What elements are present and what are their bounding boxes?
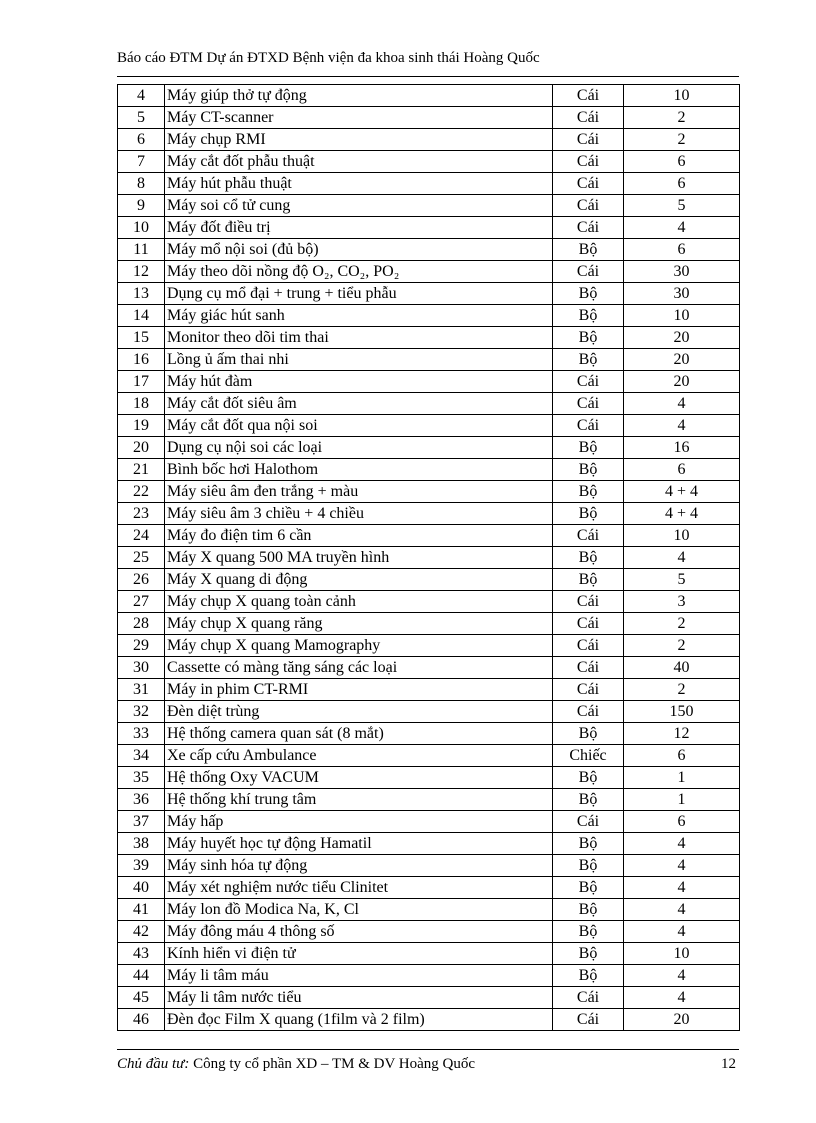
equipment-name: Đèn đọc Film X quang (1film và 2 film)	[165, 1009, 553, 1031]
table-row	[118, 767, 740, 789]
equipment-name: Hệ thống camera quan sát (8 mắt)	[165, 723, 553, 745]
row-number: 10	[118, 217, 165, 239]
table-row	[118, 129, 740, 151]
table-row	[118, 107, 740, 129]
quantity: 5	[624, 195, 740, 217]
unit: Bộ	[553, 547, 624, 569]
equipment-name: Máy cắt đốt siêu âm	[165, 393, 553, 415]
row-number: 23	[118, 503, 165, 525]
quantity: 4 + 4	[624, 503, 740, 525]
table-row	[118, 393, 740, 415]
unit: Bộ	[553, 459, 624, 481]
unit: Cái	[553, 261, 624, 283]
table-row	[118, 877, 740, 899]
row-number: 17	[118, 371, 165, 393]
table-row	[118, 569, 740, 591]
unit: Cái	[553, 415, 624, 437]
quantity: 3	[624, 591, 740, 613]
equipment-name: Máy X quang di động	[165, 569, 553, 591]
row-number: 36	[118, 789, 165, 811]
unit: Bộ	[553, 569, 624, 591]
equipment-name: Dụng cụ mổ đại + trung + tiểu phẫu	[165, 283, 553, 305]
unit: Cái	[553, 701, 624, 723]
unit: Cái	[553, 635, 624, 657]
table-row	[118, 459, 740, 481]
page-header: Báo cáo ĐTM Dự án ĐTXD Bệnh viện đa khoa sinh thái Hoàng Quốc	[117, 50, 540, 66]
row-number: 13	[118, 283, 165, 305]
row-number: 19	[118, 415, 165, 437]
unit: Cái	[553, 1009, 624, 1031]
quantity: 4	[624, 833, 740, 855]
unit: Bộ	[553, 921, 624, 943]
equipment-name: Máy sinh hóa tự động	[165, 855, 553, 877]
equipment-name: Xe cấp cứu Ambulance	[165, 745, 553, 767]
unit: Cái	[553, 525, 624, 547]
unit: Cái	[553, 85, 624, 107]
unit: Bộ	[553, 723, 624, 745]
quantity: 20	[624, 1009, 740, 1031]
unit: Cái	[553, 987, 624, 1009]
quantity: 4	[624, 393, 740, 415]
row-number: 25	[118, 547, 165, 569]
page-footer	[117, 1056, 739, 1073]
row-number: 28	[118, 613, 165, 635]
unit: Cái	[553, 679, 624, 701]
equipment-name: Máy lon đồ Modica Na, K, Cl	[165, 899, 553, 921]
equipment-name: Máy hấp	[165, 811, 553, 833]
quantity: 4	[624, 899, 740, 921]
equipment-name: Bình bốc hơi Halothom	[165, 459, 553, 481]
quantity: 4	[624, 877, 740, 899]
row-number: 39	[118, 855, 165, 877]
equipment-name: Máy cắt đốt phẫu thuật	[165, 151, 553, 173]
quantity: 4	[624, 921, 740, 943]
row-number: 21	[118, 459, 165, 481]
table-row	[118, 349, 740, 371]
unit: Bộ	[553, 943, 624, 965]
equipment-name: Đèn diệt trùng	[165, 701, 553, 723]
quantity: 2	[624, 635, 740, 657]
unit: Bộ	[553, 899, 624, 921]
table-row	[118, 833, 740, 855]
table-row	[118, 679, 740, 701]
unit: Cái	[553, 591, 624, 613]
equipment-table-body	[118, 85, 740, 1031]
equipment-name: Monitor theo dõi tim thai	[165, 327, 553, 349]
table-row	[118, 261, 740, 283]
quantity: 20	[624, 371, 740, 393]
row-number: 37	[118, 811, 165, 833]
quantity: 4	[624, 855, 740, 877]
quantity: 2	[624, 679, 740, 701]
unit: Cái	[553, 107, 624, 129]
footer-divider	[117, 1049, 739, 1050]
table-row	[118, 855, 740, 877]
quantity: 4	[624, 965, 740, 987]
quantity: 6	[624, 459, 740, 481]
quantity: 6	[624, 811, 740, 833]
unit: Cái	[553, 151, 624, 173]
row-number: 30	[118, 657, 165, 679]
unit: Bộ	[553, 855, 624, 877]
table-row	[118, 327, 740, 349]
equipment-name: Máy chụp X quang răng	[165, 613, 553, 635]
equipment-name: Máy xét nghiệm nước tiểu Clinitet	[165, 877, 553, 899]
row-number: 31	[118, 679, 165, 701]
unit: Bộ	[553, 283, 624, 305]
row-number: 22	[118, 481, 165, 503]
row-number: 29	[118, 635, 165, 657]
equipment-name: Máy siêu âm đen trắng + màu	[165, 481, 553, 503]
row-number: 32	[118, 701, 165, 723]
equipment-name: Máy đốt điều trị	[165, 217, 553, 239]
equipment-name: Máy giác hút sanh	[165, 305, 553, 327]
equipment-name: Máy đông máu 4 thông số	[165, 921, 553, 943]
quantity: 30	[624, 261, 740, 283]
table-row	[118, 591, 740, 613]
row-number: 44	[118, 965, 165, 987]
unit: Cái	[553, 613, 624, 635]
table-row	[118, 85, 740, 107]
unit: Bộ	[553, 437, 624, 459]
row-number: 6	[118, 129, 165, 151]
equipment-name: Máy đo điện tim 6 cần	[165, 525, 553, 547]
table-row	[118, 723, 740, 745]
table-row	[118, 899, 740, 921]
quantity: 10	[624, 305, 740, 327]
row-number: 8	[118, 173, 165, 195]
table-row	[118, 789, 740, 811]
unit: Bộ	[553, 833, 624, 855]
table-row	[118, 987, 740, 1009]
equipment-name: Máy chụp RMI	[165, 129, 553, 151]
row-number: 14	[118, 305, 165, 327]
table-row	[118, 305, 740, 327]
table-row	[118, 371, 740, 393]
table-row	[118, 503, 740, 525]
equipment-name: Máy chụp X quang Mamography	[165, 635, 553, 657]
page-number: 12	[721, 1056, 736, 1072]
equipment-name: Lồng ủ ấm thai nhi	[165, 349, 553, 371]
table-row	[118, 1009, 740, 1031]
table-row	[118, 195, 740, 217]
unit: Bộ	[553, 789, 624, 811]
unit: Cái	[553, 371, 624, 393]
row-number: 12	[118, 261, 165, 283]
unit: Bộ	[553, 327, 624, 349]
row-number: 40	[118, 877, 165, 899]
row-number: 20	[118, 437, 165, 459]
quantity: 6	[624, 151, 740, 173]
row-number: 45	[118, 987, 165, 1009]
quantity: 12	[624, 723, 740, 745]
table-row	[118, 217, 740, 239]
equipment-name: Hệ thống khí trung tâm	[165, 789, 553, 811]
row-number: 33	[118, 723, 165, 745]
equipment-name: Kính hiển vi điện tử	[165, 943, 553, 965]
quantity: 6	[624, 173, 740, 195]
quantity: 2	[624, 107, 740, 129]
unit: Bộ	[553, 767, 624, 789]
equipment-name: Máy in phim CT-RMI	[165, 679, 553, 701]
quantity: 16	[624, 437, 740, 459]
equipment-name: Dụng cụ nội soi các loại	[165, 437, 553, 459]
quantity: 1	[624, 767, 740, 789]
quantity: 150	[624, 701, 740, 723]
header-divider	[117, 76, 739, 77]
unit: Bộ	[553, 481, 624, 503]
quantity: 4	[624, 547, 740, 569]
equipment-name: Máy giúp thở tự động	[165, 85, 553, 107]
table-row	[118, 965, 740, 987]
quantity: 20	[624, 327, 740, 349]
unit: Cái	[553, 217, 624, 239]
quantity: 2	[624, 129, 740, 151]
table-row	[118, 921, 740, 943]
quantity: 6	[624, 239, 740, 261]
equipment-name: Máy chụp X quang toàn cảnh	[165, 591, 553, 613]
equipment-name: Máy hút đàm	[165, 371, 553, 393]
equipment-name: Máy X quang 500 MA truyền hình	[165, 547, 553, 569]
equipment-name: Máy huyết học tự động Hamatil	[165, 833, 553, 855]
equipment-name: Máy mổ nội soi (đủ bộ)	[165, 239, 553, 261]
quantity: 1	[624, 789, 740, 811]
row-number: 4	[118, 85, 165, 107]
quantity: 10	[624, 525, 740, 547]
unit: Cái	[553, 393, 624, 415]
row-number: 27	[118, 591, 165, 613]
table-row	[118, 525, 740, 547]
table-row	[118, 547, 740, 569]
quantity: 2	[624, 613, 740, 635]
row-number: 16	[118, 349, 165, 371]
table-row	[118, 745, 740, 767]
equipment-name: Máy li tâm máu	[165, 965, 553, 987]
equipment-name: Máy cắt đốt qua nội soi	[165, 415, 553, 437]
table-row	[118, 283, 740, 305]
unit: Bộ	[553, 503, 624, 525]
equipment-name: Cassette có màng tăng sáng các loại	[165, 657, 553, 679]
quantity: 6	[624, 745, 740, 767]
row-number: 11	[118, 239, 165, 261]
unit: Bộ	[553, 965, 624, 987]
row-number: 35	[118, 767, 165, 789]
quantity: 30	[624, 283, 740, 305]
quantity: 4 + 4	[624, 481, 740, 503]
unit: Bộ	[553, 349, 624, 371]
table-row	[118, 415, 740, 437]
quantity: 4	[624, 987, 740, 1009]
row-number: 41	[118, 899, 165, 921]
table-row	[118, 701, 740, 723]
table-row	[118, 811, 740, 833]
row-number: 34	[118, 745, 165, 767]
table-row	[118, 239, 740, 261]
quantity: 10	[624, 85, 740, 107]
row-number: 5	[118, 107, 165, 129]
equipment-name: Máy CT-scanner	[165, 107, 553, 129]
quantity: 40	[624, 657, 740, 679]
footer-label: Chủ đầu tư:	[117, 1056, 190, 1072]
unit: Cái	[553, 811, 624, 833]
row-number: 9	[118, 195, 165, 217]
equipment-table	[117, 84, 740, 1031]
table-row	[118, 173, 740, 195]
table-row	[118, 635, 740, 657]
equipment-name: Máy theo dõi nồng độ O₂, CO₂, PO₂	[165, 261, 553, 283]
unit: Bộ	[553, 305, 624, 327]
unit: Bộ	[553, 239, 624, 261]
unit: Cái	[553, 129, 624, 151]
row-number: 46	[118, 1009, 165, 1031]
quantity: 10	[624, 943, 740, 965]
table-row	[118, 481, 740, 503]
unit: Cái	[553, 173, 624, 195]
quantity: 4	[624, 415, 740, 437]
equipment-name: Hệ thống Oxy VACUM	[165, 767, 553, 789]
row-number: 24	[118, 525, 165, 547]
row-number: 7	[118, 151, 165, 173]
quantity: 5	[624, 569, 740, 591]
table-row	[118, 437, 740, 459]
table-row	[118, 943, 740, 965]
row-number: 42	[118, 921, 165, 943]
equipment-name: Máy li tâm nước tiểu	[165, 987, 553, 1009]
unit: Bộ	[553, 877, 624, 899]
quantity: 4	[624, 217, 740, 239]
row-number: 15	[118, 327, 165, 349]
row-number: 18	[118, 393, 165, 415]
equipment-name: Máy siêu âm 3 chiều + 4 chiều	[165, 503, 553, 525]
equipment-name: Máy soi cổ tử cung	[165, 195, 553, 217]
row-number: 43	[118, 943, 165, 965]
row-number: 26	[118, 569, 165, 591]
quantity: 20	[624, 349, 740, 371]
table-row	[118, 613, 740, 635]
unit: Cái	[553, 195, 624, 217]
table-row	[118, 657, 740, 679]
equipment-name: Máy hút phẫu thuật	[165, 173, 553, 195]
unit: Cái	[553, 657, 624, 679]
unit: Chiếc	[553, 745, 624, 767]
row-number: 38	[118, 833, 165, 855]
table-row	[118, 151, 740, 173]
footer-company: Công ty cổ phần XD – TM & DV Hoàng Quốc	[189, 1056, 476, 1072]
